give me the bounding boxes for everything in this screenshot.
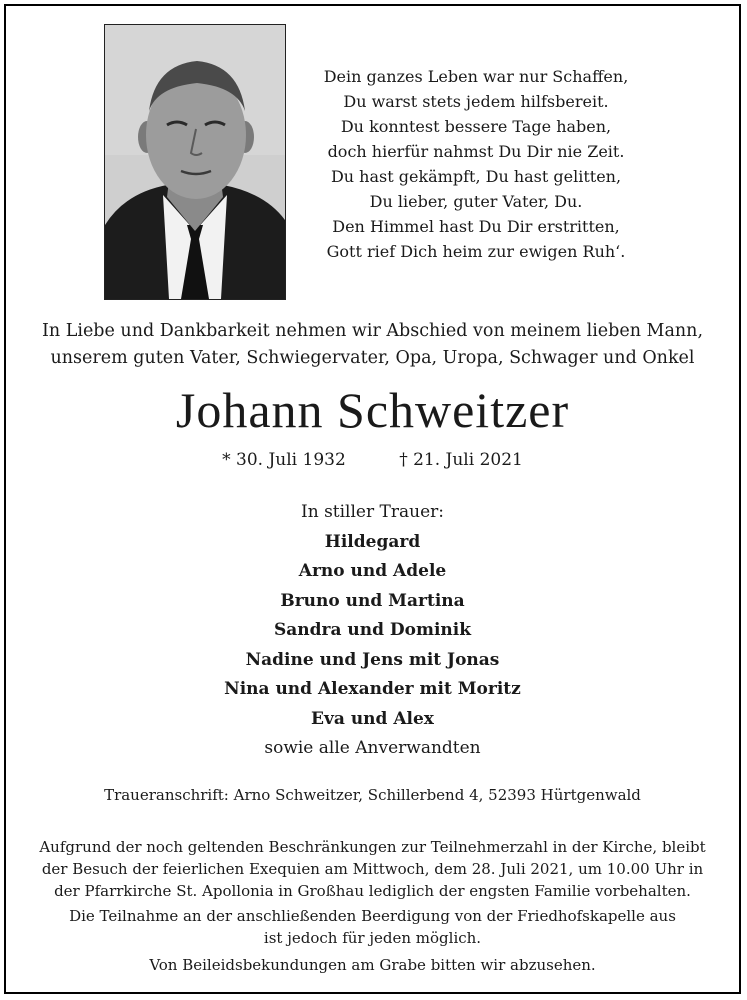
- notice-line: ist jedoch für jeden möglich.: [263, 929, 482, 947]
- mourning-address: Traueranschrift: Arno Schweitzer, Schillerbend 4, 52393 Hürtgenwald: [104, 786, 641, 804]
- life-dates: [6, 447, 739, 473]
- poem-line: Du hast gekämpft, Du hast gelitten,: [330, 167, 622, 186]
- mourners-list: [6, 498, 739, 764]
- mourner-name: Arno und Adele: [298, 561, 447, 581]
- portrait-photo: [104, 24, 286, 300]
- poem-line: Du warst stets jedem hilfsbereit.: [343, 92, 609, 111]
- mourner-name: Sandra und Dominik: [273, 620, 472, 640]
- mourners-heading: In stiller Trauer:: [301, 502, 444, 522]
- mourner-name: Nadine und Jens mit Jonas: [245, 649, 500, 670]
- mourners-closing: sowie alle Anverwandten: [264, 738, 481, 758]
- poem-line: Dein ganzes Leben war nur Schaffen,: [323, 67, 629, 86]
- poem-line: Den Himmel hast Du Dir erstritten,: [332, 217, 620, 236]
- portrait-photo-icon: [105, 25, 285, 299]
- notice-line: der Besuch der feierlichen Exequien am Mittwoch, dem 28. Juli 2021, um 10.00 Uhr in: [41, 860, 704, 878]
- poem-line: Gott rief Dich heim zur ewigen Ruh‘.: [326, 242, 626, 261]
- poem-line: doch hierfür nahmst Du Dir nie Zeit.: [327, 142, 625, 161]
- mourner-name: Nina und Alexander mit Moritz: [224, 679, 521, 699]
- obituary-card: [4, 4, 741, 994]
- notice-line: Die Teilnahme an der anschließenden Beerdigung von der Friedhofskapelle aus: [69, 907, 676, 925]
- notice-line: der Pfarrkirche St. Apollonia in Großhau lediglich der engsten Familie vorbehalten.: [54, 882, 691, 900]
- poem-line: Du konntest bessere Tage haben,: [340, 117, 612, 136]
- poem-line: Du lieber, guter Vater, Du.: [369, 192, 583, 211]
- intro-text: [6, 318, 739, 372]
- intro-line: In Liebe und Dankbarkeit nehmen wir Abschied von meinem lieben Mann,: [41, 321, 704, 341]
- birth-date: * 30. Juli 1932: [222, 450, 346, 470]
- notice-line: Aufgrund der noch geltenden Beschränkungen zur Teilnehmerzahl in der Kirche, bleibt: [39, 838, 706, 856]
- death-date: † 21. Juli 2021: [399, 450, 523, 470]
- deceased-name: Johann Schweitzer: [175, 382, 570, 438]
- mourner-name: Hildegard: [324, 531, 421, 552]
- funeral-notice: [6, 836, 739, 976]
- notice-line: Von Beileidsbekundungen am Grabe bitten wir abzusehen.: [149, 956, 596, 974]
- intro-line: unserem guten Vater, Schwiegervater, Opa, Uropa, Schwager und Onkel: [50, 348, 695, 368]
- mourner-name: Bruno und Martina: [280, 590, 465, 611]
- poem: [306, 64, 646, 264]
- mourner-name: Eva und Alex: [311, 708, 434, 729]
